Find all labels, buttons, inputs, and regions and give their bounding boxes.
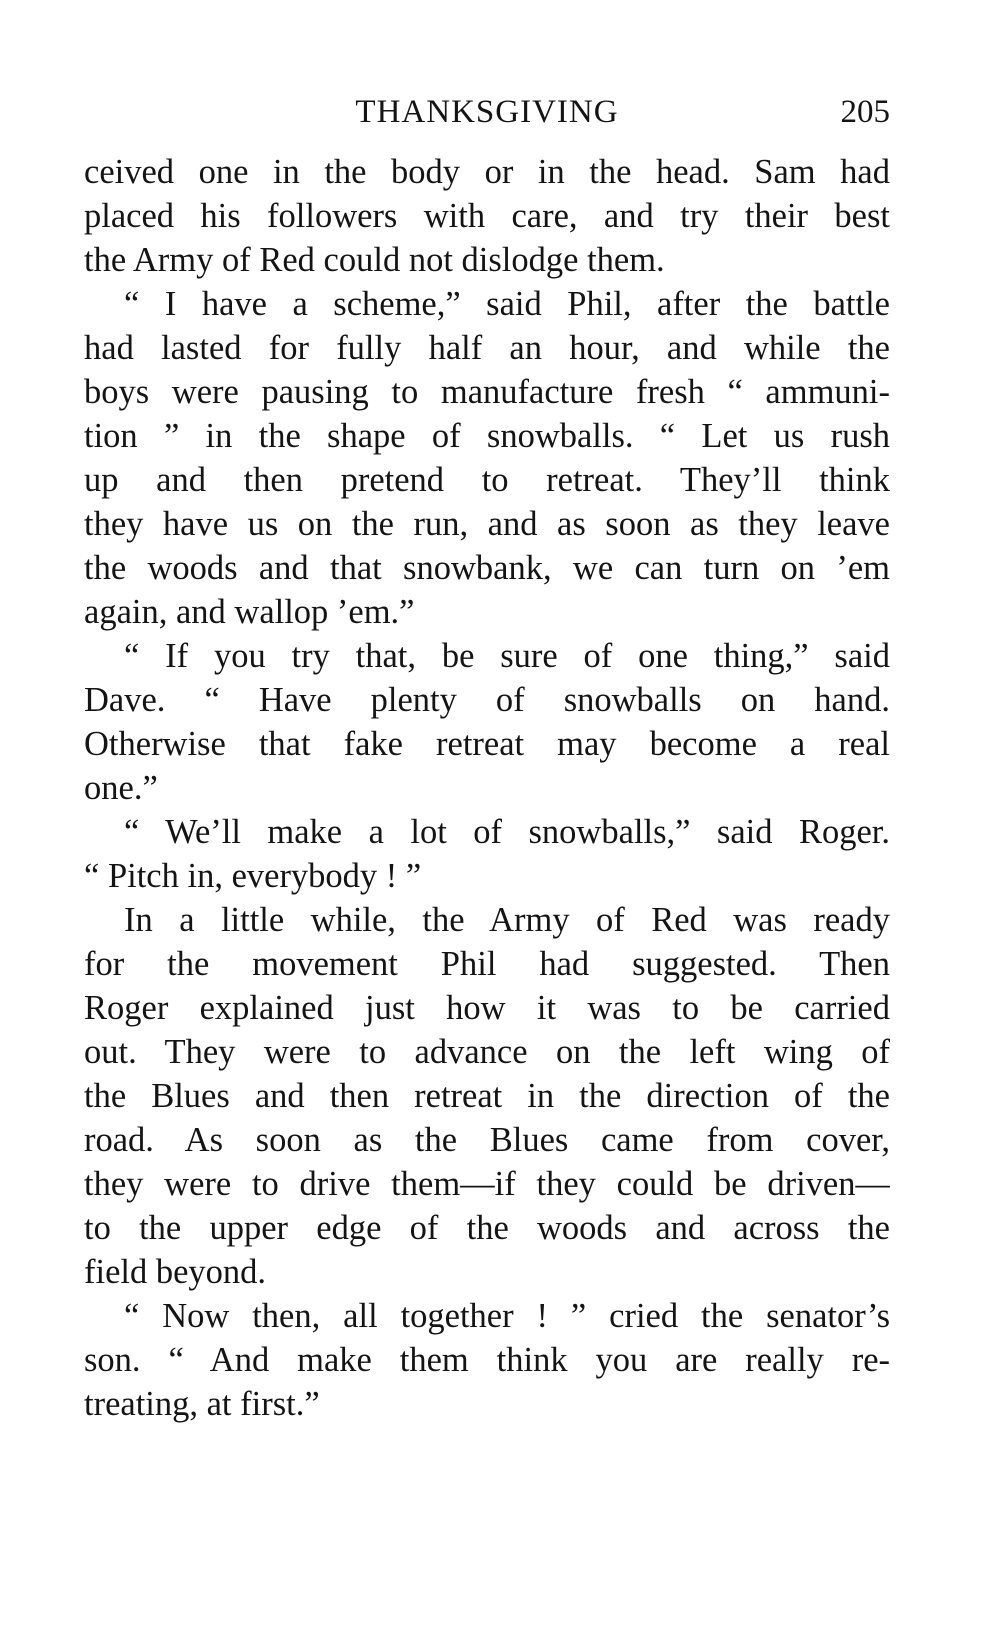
- text-line: In a little while, the Army of Red was ready: [124, 901, 890, 939]
- text-line: the woods and that snowbank, we can turn on ’em: [84, 549, 890, 587]
- text-line: “ Pitch in, everybody ! ”: [84, 857, 422, 895]
- page-number: 205: [840, 94, 890, 130]
- text-line: again, and wallop ’em.”: [84, 593, 415, 631]
- text-line: son. “ And make them think you are really re-: [84, 1341, 890, 1379]
- text-line: ceived one in the body or in the head. Sam had: [84, 153, 890, 191]
- body-text: [84, 150, 890, 1426]
- text-line: treating, at first.”: [84, 1385, 320, 1423]
- text-line: out. They were to advance on the left wing of: [84, 1033, 890, 1071]
- running-head: [84, 90, 890, 134]
- text-line: road. As soon as the Blues came from cover,: [84, 1121, 890, 1159]
- text-line: tion ” in the shape of snowballs. “ Let us rush: [84, 417, 890, 455]
- text-line: “ If you try that, be sure of one thing,” said: [124, 637, 890, 675]
- text-line: to the upper edge of the woods and across the: [84, 1209, 890, 1247]
- text-line: one.”: [84, 769, 158, 807]
- text-line: the Army of Red could not dislodge them.: [84, 241, 665, 279]
- text-line: “ I have a scheme,” said Phil, after the battle: [124, 285, 890, 323]
- text-line: “ Now then, all together ! ” cried the senator’s: [124, 1297, 890, 1335]
- text-line: boys were pausing to manufacture fresh “ ammuni-: [84, 373, 890, 411]
- text-line: they have us on the run, and as soon as they leave: [84, 505, 890, 543]
- running-title: THANKSGIVING: [355, 94, 619, 130]
- text-line: Otherwise that fake retreat may become a real: [84, 725, 890, 763]
- text-line: they were to drive them—if they could be driven—: [84, 1165, 890, 1203]
- text-line: field beyond.: [84, 1253, 267, 1291]
- text-line: Roger explained just how it was to be carried: [84, 989, 890, 1027]
- text-line: placed his followers with care, and try their best: [84, 197, 890, 235]
- text-line: for the movement Phil had suggested. Then: [84, 945, 890, 983]
- text-line: Dave. “ Have plenty of snowballs on hand.: [84, 681, 890, 719]
- text-line: up and then pretend to retreat. They’ll think: [84, 461, 890, 499]
- text-line: had lasted for fully half an hour, and while the: [84, 329, 890, 367]
- text-line: the Blues and then retreat in the direction of the: [84, 1077, 890, 1115]
- text-line: “ We’ll make a lot of snowballs,” said Roger.: [124, 813, 890, 851]
